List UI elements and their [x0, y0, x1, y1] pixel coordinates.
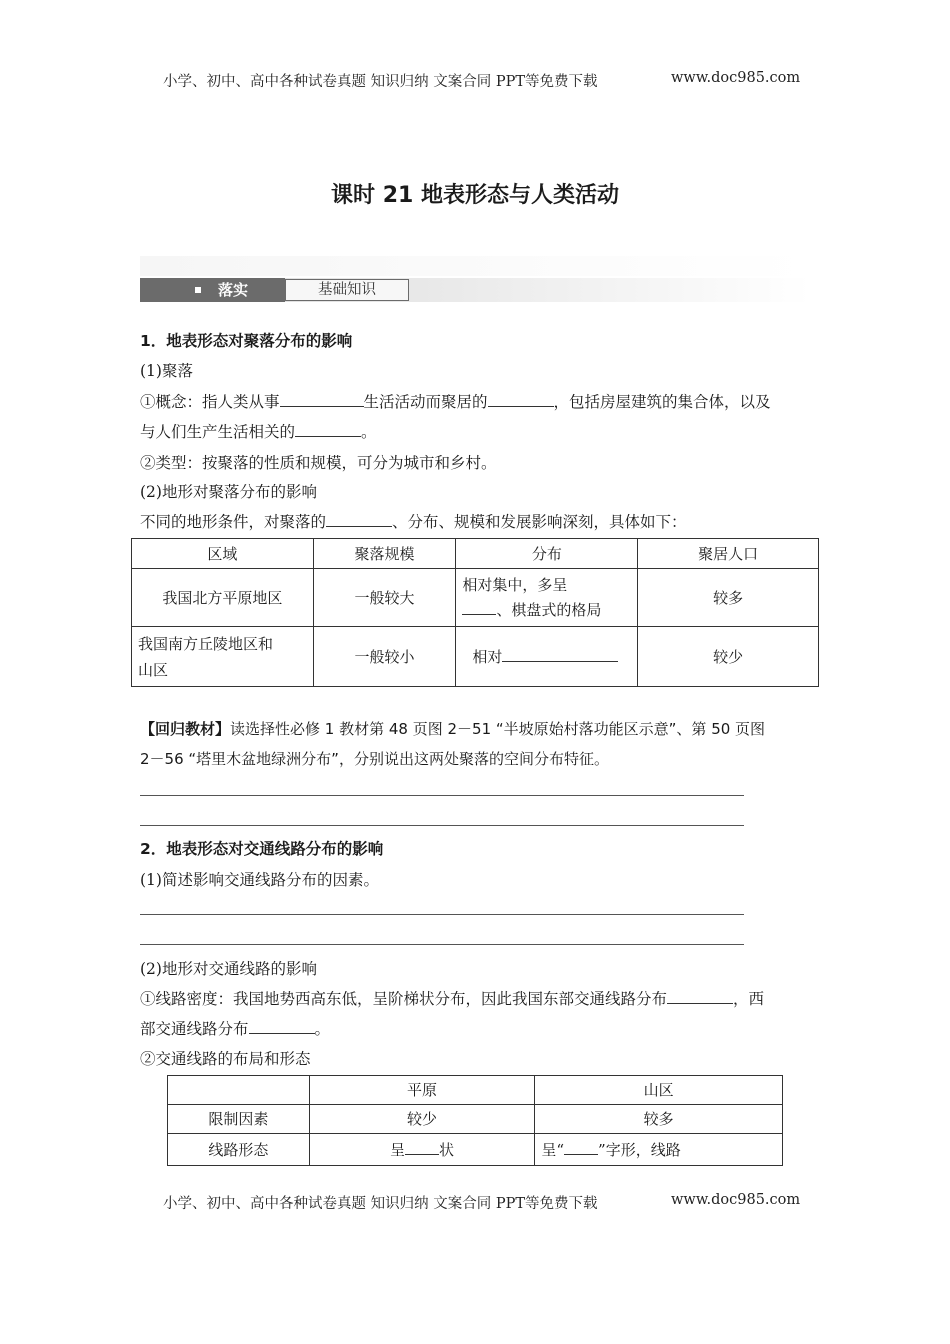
mountain-text-a: 呈“ [541, 1140, 565, 1159]
concept-text-d: 与人们生产生活相关的 [140, 423, 296, 441]
cell-mountain [535, 1134, 783, 1166]
concept-line-2 [140, 420, 377, 442]
dist-text-b: 、棋盘式的格局 [496, 600, 602, 619]
page-title: 课时 21 地表形态与人类活动 [331, 183, 619, 208]
header-region: 区域 [132, 539, 314, 569]
textbook-line-2: 2－56 “塔里木盆地绿洲分布”，分别说出这两处聚落的空间分布特征。 [140, 750, 609, 768]
density-line-1 [140, 987, 764, 1009]
table-row [132, 569, 819, 627]
plain-text-b: 状 [439, 1140, 455, 1159]
answer-line[interactable] [140, 914, 744, 915]
banner-shadow [140, 256, 810, 276]
region-text-b: 山区 [138, 660, 169, 679]
blank-pattern[interactable] [462, 599, 496, 615]
page-footer-url[interactable]: www.doc985.com [671, 1192, 801, 1208]
answer-line[interactable] [140, 825, 744, 826]
region-text-a: 我国南方丘陵地区和 [138, 634, 274, 653]
cell-scale: 一般较大 [313, 569, 456, 627]
blank-plain-shape[interactable] [405, 1139, 439, 1155]
density-text-c: 部交通线路分布 [140, 1020, 249, 1038]
header-plain: 平原 [309, 1076, 535, 1105]
page-header-text: 小学、初中、高中各种试卷真题 知识归纳 文案合同 PPT等免费下载 [163, 74, 598, 90]
plain-text-a: 呈 [390, 1140, 406, 1159]
density-text-a: ①线路密度：我国地势西高东低，呈阶梯状分布，因此我国东部交通线路分布 [140, 990, 668, 1008]
blank-east-density[interactable] [667, 988, 733, 1004]
header-distribution: 分布 [456, 539, 638, 569]
textbook-tag: 【回归教材】 [140, 720, 231, 738]
cell-population: 较少 [638, 627, 819, 687]
density-line-2 [140, 1017, 330, 1039]
cell-scale: 一般较小 [313, 627, 456, 687]
header-scale: 聚落规模 [313, 539, 456, 569]
mountain-text-b: ”字形，线路 [598, 1140, 681, 1159]
intro-text-b: 、分布、规模和发展影响深刻，具体如下： [392, 513, 687, 531]
cell-distribution [456, 569, 638, 627]
density-text-d: 。 [314, 1020, 331, 1038]
concept-text-e: 。 [361, 423, 377, 441]
concept-line-1 [140, 390, 771, 412]
answer-line[interactable] [140, 795, 744, 796]
page-header-url[interactable]: www.doc985.com [671, 70, 801, 86]
transport-table [167, 1075, 783, 1166]
density-text-b: ，西 [733, 990, 765, 1008]
section-2-sub1: (1)简述影响交通线路分布的因素。 [140, 871, 379, 889]
table-row [168, 1105, 783, 1134]
blank-form[interactable] [326, 511, 392, 527]
section-1-sub2: (2)地形对聚落分布的影响 [140, 483, 317, 501]
section-2-sub2: (2)地形对交通线路的影响 [140, 960, 317, 978]
banner-square-icon [195, 287, 201, 293]
banner-light-label: 基础知识 [285, 279, 409, 301]
intro-line [140, 510, 687, 532]
header-population: 聚居人口 [638, 539, 819, 569]
dist-text: 相对 [472, 647, 503, 666]
cell-plain [309, 1134, 535, 1166]
table-row [132, 627, 819, 687]
type-line: ②类型：按聚落的性质和规模，可分为城市和乡村。 [140, 454, 497, 472]
layout-line: ②交通线路的布局和形态 [140, 1050, 311, 1068]
blank-facilities[interactable] [295, 421, 361, 437]
cell-label: 限制因素 [168, 1105, 310, 1134]
blank-mountain-shape[interactable] [564, 1139, 598, 1155]
intro-text-a: 不同的地形条件，对聚落的 [140, 513, 327, 531]
answer-line[interactable] [140, 944, 744, 945]
page-footer-text: 小学、初中、高中各种试卷真题 知识归纳 文案合同 PPT等免费下载 [163, 1196, 598, 1212]
settlement-table [131, 538, 819, 687]
table-header-row [132, 539, 819, 569]
dist-text-a: 相对集中，多呈 [462, 575, 568, 594]
cell-population: 较多 [638, 569, 819, 627]
blank-dispersed[interactable] [502, 646, 618, 662]
section-1-heading: 1．地表形态对聚落分布的影响 [140, 332, 353, 350]
banner-dark-block [140, 278, 285, 302]
blank-activity[interactable] [280, 391, 364, 407]
header-empty [168, 1076, 310, 1105]
banner-dark-label: 落实 [218, 281, 249, 299]
concept-text-b: 生活活动而聚居的 [363, 393, 488, 411]
textbook-text-1: 读选择性必修 1 教材第 48 页图 2－51 “半坡原始村落功能区示意”、第 50 页图 [230, 720, 766, 738]
cell-distribution [456, 627, 638, 687]
cell-label: 线路形态 [168, 1134, 310, 1166]
table-header-row [168, 1076, 783, 1105]
cell-plain: 较少 [309, 1105, 535, 1134]
section-2-heading: 2．地表形态对交通线路分布的影响 [140, 840, 384, 858]
section-1-sub1: (1)聚落 [140, 362, 193, 380]
concept-text-c: ，包括房屋建筑的集合体，以及 [553, 393, 771, 411]
textbook-line-1 [140, 718, 765, 739]
header-mountain: 山区 [535, 1076, 783, 1105]
cell-mountain: 较多 [535, 1105, 783, 1134]
blank-place[interactable] [488, 391, 554, 407]
table-row [168, 1134, 783, 1166]
blank-west-density[interactable] [249, 1018, 315, 1034]
concept-text-a: ①概念：指人类从事 [140, 393, 280, 411]
cell-region: 我国北方平原地区 [132, 569, 314, 627]
cell-region [132, 627, 314, 687]
